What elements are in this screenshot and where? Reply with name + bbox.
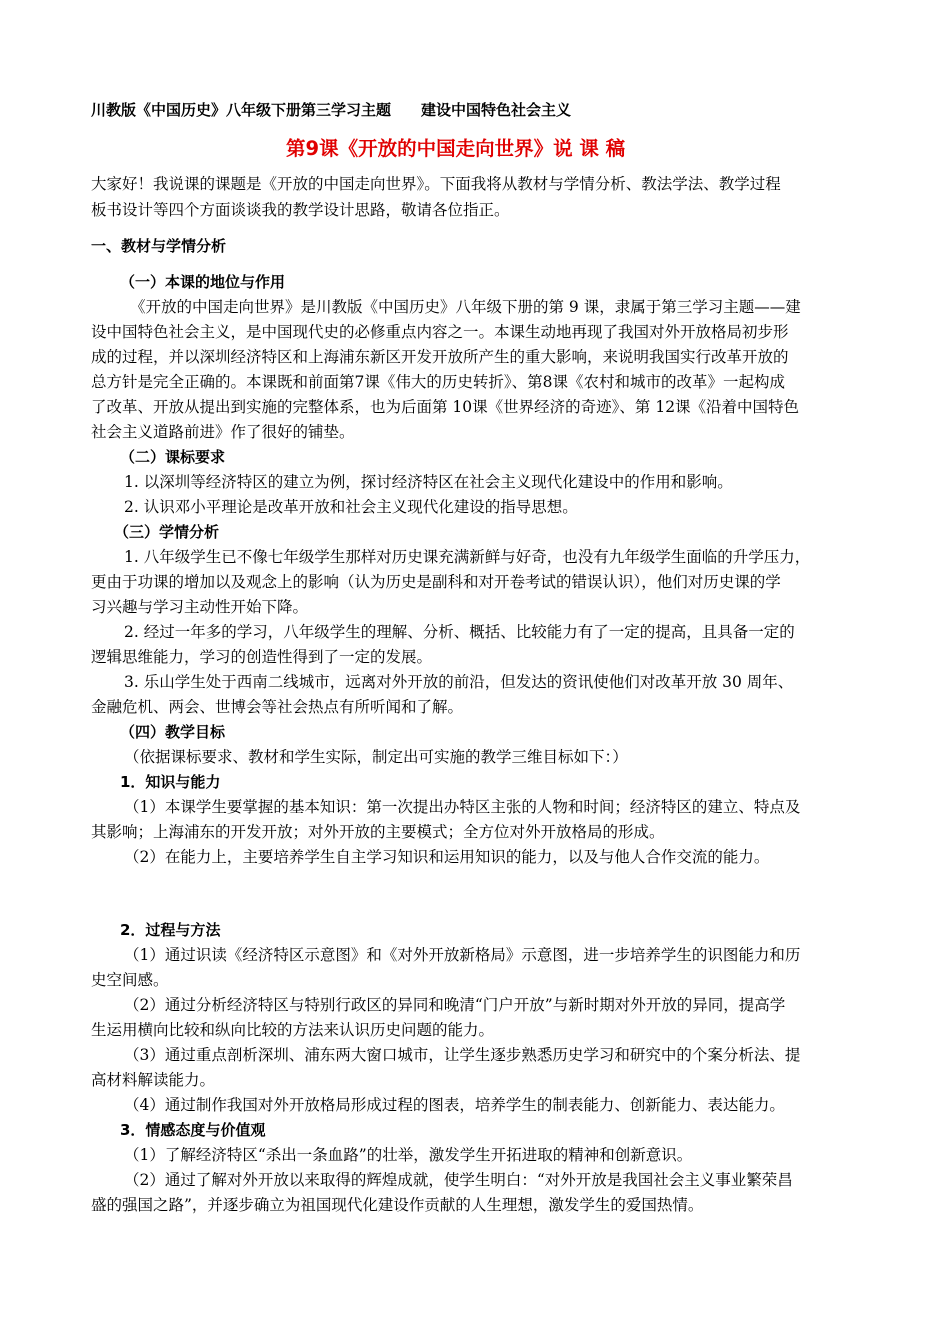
paragraph-line: （3）通过重点剖析深圳、浦东两大窗口城市，让学生逐步熟悉历史学习和研究中的个案分析法、提 <box>124 1046 801 1064</box>
paragraph-line: 其影响；上海浦东的开发开放；对外开放的主要模式；全方位对外开放格局的形成。 <box>91 823 665 841</box>
paragraph-line: （4）通过制作我国对外开放格局形成过程的图表，培养学生的制表能力、创新能力、表达能力。 <box>124 1096 785 1114</box>
paragraph-line: （1）了解经济特区“杀出一条血路”的壮举，激发学生开拓进取的精神和创新意识。 <box>124 1146 693 1164</box>
paragraph-line: 1. 以深圳等经济特区的建立为例，探讨经济特区在社会主义现代化建设中的作用和影响。 <box>124 473 733 491</box>
paragraph-line: （2）在能力上，主要培养学生自主学习知识和运用知识的能力，以及与他人合作交流的能力。 <box>124 848 770 866</box>
paragraph-line: 1. 八年级学生已不像七年级学生那样对历史课充满新鲜与好奇，也没有九年级学生面临的升学压力， <box>124 548 811 566</box>
intro-line: 板书设计等四个方面谈谈我的教学设计思路，敬请各位指正。 <box>91 201 510 219</box>
subsection-heading: （二）课标要求 <box>120 448 226 466</box>
goal-heading: 3．情感态度与价值观 <box>120 1121 266 1139</box>
paragraph-line: （1）通过识读《经济特区示意图》和《对外开放新格局》示意图，进一步培养学生的识图能力和历 <box>124 946 801 964</box>
paragraph-line: 更由于功课的增加以及观念上的影响（认为历史是副科和对开卷考试的错误认识），他们对历史课的学 <box>91 573 781 591</box>
paragraph-line: 3. 乐山学生处于西南二线城市，远离对外开放的前沿，但发达的资讯使他们对改革开放 30 周年、 <box>124 673 794 691</box>
paragraph-line: 设中国特色社会主义，是中国现代史的必修重点内容之一。本课生动地再现了我国对外开放格局初步形 <box>91 323 789 341</box>
paragraph-line: 盛的强国之路”，并逐步确立为祖国现代化建设作贡献的人生理想，激发学生的爱国热情。 <box>91 1196 704 1214</box>
paragraph-line: 2. 认识邓小平理论是改革开放和社会主义现代化建设的指导思想。 <box>124 498 578 516</box>
paragraph-line: 《开放的中国走向世界》是川教版《中国历史》八年级下册的第 9 课，隶属于第三学习主题——建 <box>130 298 801 316</box>
document-title: 第9课《开放的中国走向世界》说 课 稿 <box>286 137 626 160</box>
paragraph-line: 高材料解读能力。 <box>91 1071 216 1089</box>
document-header: 川教版《中国历史》八年级下册第三学习主题 建设中国特色社会主义 <box>91 101 572 119</box>
subsection-heading: （四）教学目标 <box>120 723 226 741</box>
paragraph-line: 成的过程，并以深圳经济特区和上海浦东新区开发开放所产生的重大影响，来说明我国实行改革开放的 <box>91 348 789 366</box>
paragraph-line: 习兴趣与学习主动性开始下降。 <box>91 598 309 616</box>
intro-line: 大家好！我说课的课题是《开放的中国走向世界》。下面我将从教材与学情分析、教法学法、教学过程 <box>91 175 781 193</box>
paragraph-line: 生运用横向比较和纵向比较的方法来认识历史问题的能力。 <box>91 1021 495 1039</box>
paragraph-line: 2. 经过一年多的学习，八年级学生的理解、分析、概括、比较能力有了一定的提高，且具备一定的 <box>124 623 795 641</box>
paragraph-line: （2）通过分析经济特区与特别行政区的异同和晚清“门户开放”与新时期对外开放的异同，提高学 <box>124 996 786 1014</box>
subsection-heading: （一）本课的地位与作用 <box>120 273 286 291</box>
paragraph-line: 社会主义道路前进》作了很好的铺垫。 <box>91 423 355 441</box>
goal-heading: 1．知识与能力 <box>120 773 221 791</box>
paragraph-line: 了改革、开放从提出到实施的完整体系，也为后面第 10课《世界经济的奇迹》、第 12课《沿着中国特色 <box>91 398 800 416</box>
paragraph-line: （2）通过了解对外开放以来取得的辉煌成就，使学生明白：“对外开放是我国社会主义事业繁荣昌 <box>124 1171 793 1189</box>
paragraph-line: 逻辑思维能力，学习的创造性得到了一定的发展。 <box>91 648 433 666</box>
paragraph-line: 金融危机、两会、世博会等社会热点有所听闻和了解。 <box>91 698 464 716</box>
subsection-heading: （三）学情分析 <box>114 523 220 541</box>
paragraph-line: （依据课标要求、教材和学生实际，制定出可实施的教学三维目标如下：） <box>124 748 628 766</box>
paragraph-line: 总方针是完全正确的。本课既和前面第7课《伟大的历史转折》、第8课《农村和城市的改革》一起构成 <box>91 373 785 391</box>
paragraph-line: 史空间感。 <box>91 971 169 989</box>
paragraph-line: （1）本课学生要掌握的基本知识：第一次提出办特区主张的人物和时间；经济特区的建立、特点及 <box>124 798 801 816</box>
section-heading: 一、教材与学情分析 <box>91 237 227 255</box>
goal-heading: 2．过程与方法 <box>120 921 221 939</box>
